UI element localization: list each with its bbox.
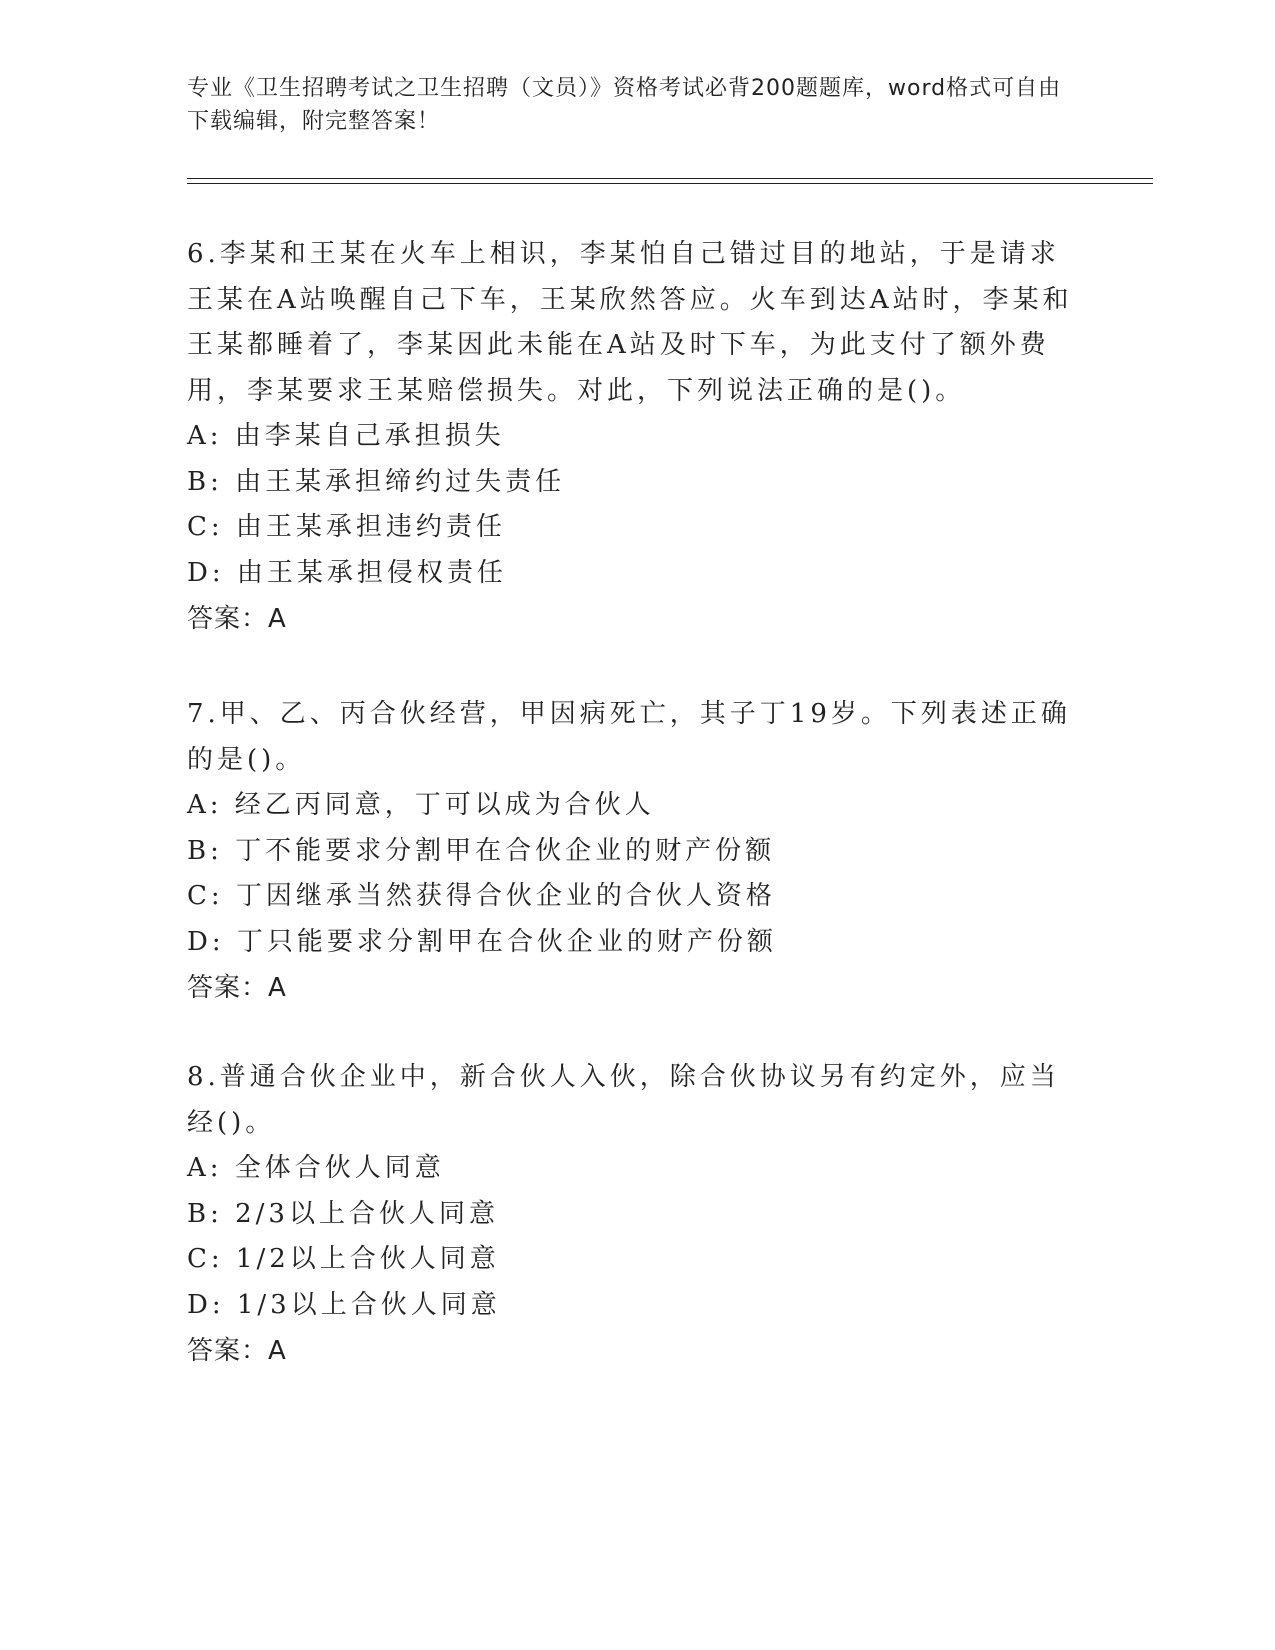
answer-line: 答案：A xyxy=(187,604,287,634)
question-stem: 6.李某和王某在火车上相识，李某怕自己错过目的地站，于是请求王某在A站唤醒自己下车，王某欣然答应。火车到达A站时，李某和王某都睡着了，李某因此未能在A站及时下车，为此支付了额外费用，李某要求王某赔偿损失。对此，下列说法正确的是()。 xyxy=(187,239,1073,406)
option-d: D: 丁只能要求分割甲在合伙企业的财产份额 xyxy=(187,926,777,957)
option-c: C: 丁因继承当然获得合伙企业的合伙人资格 xyxy=(187,881,776,911)
answer-line: 答案：A xyxy=(187,973,287,1003)
option-b: B: 2/3以上合伙人同意 xyxy=(187,1198,499,1229)
option-a: A: 全体合伙人同意 xyxy=(187,1153,445,1183)
question-stem: 7.甲、乙、丙合伙经营，甲因病死亡，其子丁19岁。下列表述正确的是()。 xyxy=(187,699,1071,775)
header-divider-top xyxy=(187,178,1153,179)
option-b: B: 丁不能要求分割甲在合伙企业的财产份额 xyxy=(187,835,776,866)
answer-line: 答案：A xyxy=(187,1336,287,1366)
question-stem: 8.普通合伙企业中，新合伙人入伙，除合伙协议另有约定外，应当经()。 xyxy=(187,1062,1060,1138)
option-d: D: 1/3以上合伙人同意 xyxy=(187,1289,501,1320)
question-7 xyxy=(187,692,1087,1011)
document-header: 专业《卫生招聘考试之卫生招聘（文员）》资格考试必背200题题库，word格式可自由下载编辑，附完整答案！ xyxy=(187,76,1062,134)
option-d: D: 由王某承担侵权责任 xyxy=(187,557,507,588)
option-a: A: 经乙丙同意，丁可以成为合伙人 xyxy=(187,790,655,820)
option-c: C: 由王某承担违约责任 xyxy=(187,512,506,542)
question-8 xyxy=(187,1055,1087,1374)
question-6 xyxy=(187,232,1087,642)
option-a: A: 由李某自己承担损失 xyxy=(187,421,505,451)
option-b: B: 由王某承担缔约过失责任 xyxy=(187,466,566,497)
header-divider-bottom xyxy=(187,183,1153,184)
option-c: C: 1/2以上合伙人同意 xyxy=(187,1244,500,1274)
